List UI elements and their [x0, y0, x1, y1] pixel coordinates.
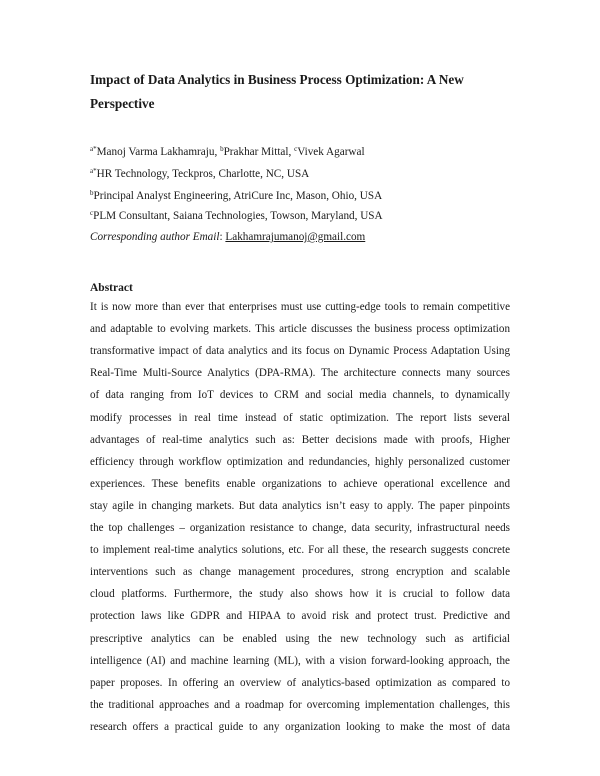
abstract-line: the top challenges – organization resistance to change, data security, infrastructural needs — [90, 522, 510, 534]
abstract-line: cloud platforms. Furthermore, the study also shows how it is crucial to follow data — [90, 588, 510, 601]
abstract-line: transformative impact of data analytics and its focus on Dynamic Process Adaptation Using — [90, 345, 510, 358]
affiliation-text: HR Technology, Teckpros, Charlotte, NC, USA — [96, 168, 310, 180]
author-list — [90, 146, 365, 158]
corresponding-label: Corresponding author Email — [90, 231, 220, 243]
corresponding-email-link[interactable]: Lakhamrajumanoj@gmail.com — [225, 231, 366, 243]
abstract-line: the traditional approaches and a roadmap for overcoming implementation challenges, this — [90, 698, 510, 711]
abstract-line: and adaptable to evolving markets. This article discusses the business process optimization — [90, 323, 510, 336]
affiliation-sup: b — [90, 189, 94, 197]
affiliation-text: PLM Consultant, Saiana Technologies, Towson, Maryland, USA — [93, 210, 383, 222]
abstract-line: stay agile in changing markets. But data analytics isn’t easy to apply. The paper pinpoints — [90, 499, 510, 512]
author-name: Vivek Agarwal — [297, 146, 365, 158]
abstract-line: prescriptive analytics can be enabled using the new technology such as artificial — [90, 632, 510, 645]
author-sup: c — [294, 145, 298, 153]
abstract-line: advantages of real-time analytics such as: Better decisions made with proofs, Higher — [90, 433, 510, 446]
abstract-line: to implement real-time analytics solutions, etc. For all these, the research suggests concrete — [90, 544, 510, 557]
abstract-line: of data ranging from IoT devices to CRM and social media channels, to dynamically — [90, 389, 510, 402]
abstract-heading: Abstract — [90, 282, 133, 294]
abstract-line: experiences. These benefits enable organizations to achieve operational excellence and — [90, 477, 510, 490]
abstract-line: modify processes in real time instead of static optimization. The report lists several — [90, 411, 510, 424]
abstract-line: research offers a practical guide to any organization looking to make the most of data — [90, 720, 510, 733]
abstract-line: It is now more than ever that enterprises must use cutting-edge tools to remain competitive — [90, 301, 510, 313]
author-name: Manoj Varma Lakhamraju, — [96, 146, 221, 158]
abstract-line: intelligence (AI) and machine learning (ML), with a vision forward-looking approach, the — [90, 654, 510, 667]
author-name: Prakhar Mittal, — [223, 146, 295, 158]
affiliation-sup: c — [90, 209, 94, 217]
author-sup: a* — [90, 145, 97, 153]
paper-title: Impact of Data Analytics in Business Process Optimization: A New Perspective — [90, 72, 464, 111]
corresponding-author — [90, 231, 365, 243]
affiliation — [90, 168, 309, 180]
corresponding-separator: : — [219, 231, 226, 243]
author-sup: b — [220, 145, 224, 153]
affiliation-sup: a* — [90, 167, 97, 175]
abstract-line: interventions such as change management procedures, strong encryption and scalable — [90, 566, 510, 579]
affiliation — [90, 190, 382, 202]
abstract-line: Real-Time Multi-Source Analytics (DPA-RMA). The architecture connects many sources — [90, 367, 510, 380]
affiliation — [90, 210, 383, 222]
abstract-line: paper proposes. In offering an overview of analytics-based optimization as compared to — [90, 676, 510, 689]
affiliation-text: Principal Analyst Engineering, AtriCure Inc, Mason, Ohio, USA — [93, 190, 383, 202]
abstract-line: protection laws like GDPR and HIPAA to avoid risk and protect trust. Predictive and — [90, 610, 510, 623]
abstract-line: efficiency through workflow optimization and redundancies, highly personalized customer — [90, 455, 510, 468]
